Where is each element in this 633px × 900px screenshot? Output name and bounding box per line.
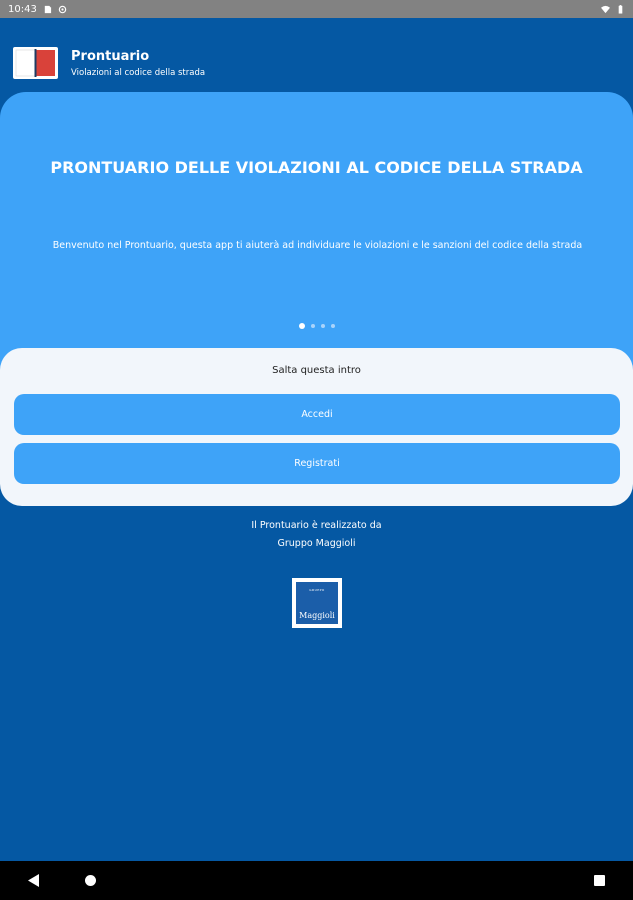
skip-intro-link[interactable]: Salta questa intro: [272, 365, 361, 376]
status-time: 10:43: [8, 3, 37, 15]
page-dot-active[interactable]: [299, 323, 305, 329]
book-icon: [13, 45, 58, 81]
credits-line-1: Il Prontuario è realizzato da: [251, 520, 382, 531]
intro-heading: PRONTUARIO DELLE VIOLAZIONI AL CODICE DELLA STRADA: [50, 158, 583, 177]
register-button[interactable]: Registrati: [14, 443, 620, 484]
app-header: [13, 43, 613, 83]
publisher-logo-brand: Maggioli: [299, 611, 335, 620]
publisher-logo: [292, 578, 342, 628]
page-dot[interactable]: [321, 324, 325, 328]
wifi-icon: [601, 5, 610, 14]
page-indicator: [0, 321, 633, 331]
credits: [0, 517, 633, 553]
back-icon[interactable]: [28, 874, 40, 887]
page-dot[interactable]: [331, 324, 335, 328]
nav-bar: [0, 861, 633, 900]
status-right: [601, 5, 625, 14]
header-text: [71, 49, 205, 78]
app-title: Prontuario: [71, 48, 150, 64]
sync-icon: [58, 5, 67, 14]
login-button[interactable]: Accedi: [14, 394, 620, 435]
app-subtitle: Violazioni al codice della strada: [71, 67, 206, 78]
credits-line-2: Gruppo Maggioli: [277, 538, 356, 549]
publisher-logo-small-text: GRUPPO: [309, 588, 325, 592]
status-bar: [0, 0, 633, 18]
status-left: [8, 4, 67, 15]
intro-description: Benvenuto nel Prontuario, questa app ti aiuterà ad individuare le violazioni e le sanzioni del codice della strada: [52, 240, 583, 251]
page-dot[interactable]: [311, 324, 315, 328]
publisher-logo-inner: [296, 582, 338, 624]
home-icon[interactable]: [85, 875, 96, 886]
battery-icon: [616, 5, 625, 14]
sd-card-icon: [43, 5, 52, 14]
recent-apps-icon[interactable]: [594, 875, 605, 886]
